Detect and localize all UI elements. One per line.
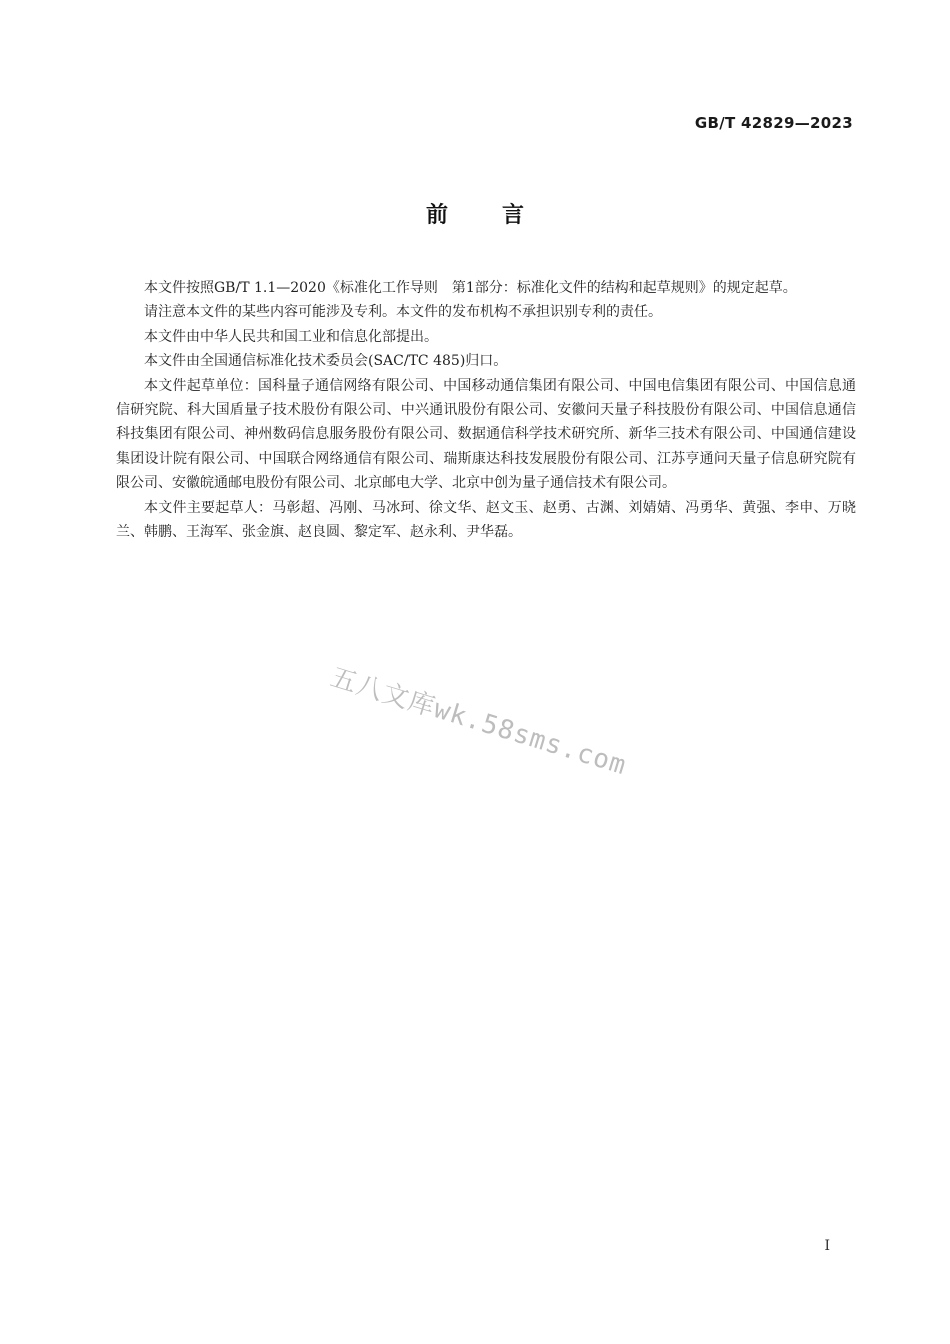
page-title-char-1: 前 xyxy=(425,203,448,228)
paragraph-drafting-rules: 本文件按照GB/T 1.1—2020《标准化工作导则 第1部分：标准化文件的结构和起草规则》的规定起草。 xyxy=(144,280,797,296)
page-title xyxy=(0,198,950,229)
paragraph-patent-notice: 请注意本文件的某些内容可能涉及专利。本文件的发布机构不承担识别专利的责任。 xyxy=(144,304,662,321)
paragraph-drafting-units: 本文件起草单位：国科量子通信网络有限公司、中国移动通信集团有限公司、中国电信集团有限公司、中国信息通信研究院、科大国盾量子技术股份有限公司、中兴通讯股份有限公司、安徽问天量子科技股份有限公司、中国信息通信科技集团有限公司、神州数码信息服务股份有限公司、数据通信科学技术研究所、新华三技术有限公司、中国通信建设集团设计院有限公司、中国联合网络通信有限公司、瑞斯康达科技发展股份有限公司、江苏亨通问天量子信息研究院有限公司、安徽皖通邮电股份有限公司、北京邮电大学、北京中创为量子通信技术有限公司。 xyxy=(116,377,856,492)
standard-code: GB/T 42829—2023 xyxy=(694,114,853,132)
foreword-body xyxy=(116,276,856,544)
paragraph-drafters: 本文件主要起草人：马彰超、冯刚、马冰珂、徐文华、赵文玉、赵勇、古渊、刘婧婧、冯勇华、黄强、李申、万晓兰、韩鹏、王海军、张金旗、赵良圆、黎定军、赵永利、尹华磊。 xyxy=(116,499,856,541)
watermark: 五八文库wk.58sms.com xyxy=(326,662,631,782)
paragraph-committee: 本文件由全国通信标准化技术委员会(SAC/TC 485)归口。 xyxy=(144,353,508,370)
page-title-char-2: 言 xyxy=(502,203,525,228)
paragraph-proposer: 本文件由中华人民共和国工业和信息化部提出。 xyxy=(144,328,438,345)
page-number: I xyxy=(824,1238,830,1254)
